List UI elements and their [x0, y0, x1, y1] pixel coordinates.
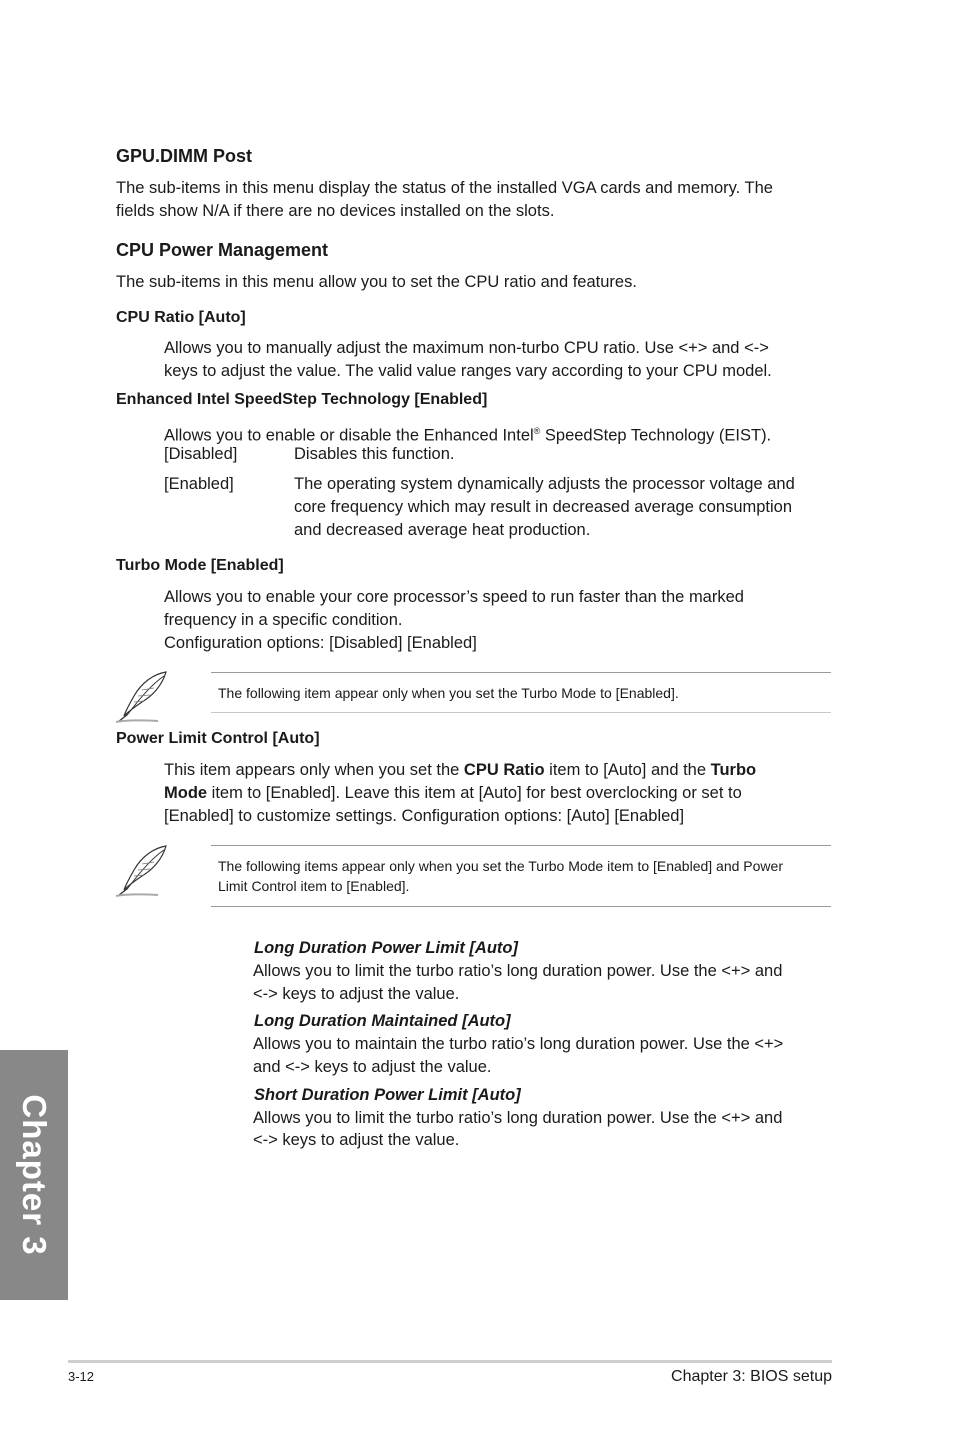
chapter-side-tab — [0, 1050, 68, 1300]
cpu-ratio-bold: CPU Ratio — [463, 761, 545, 779]
sub-item-desc-line-1: Allows you to limit the turbo ratio’s long duration power. Use the <+> and — [253, 1109, 783, 1127]
note-2-text-line-2: Limit Control item to [Enabled]. — [218, 878, 410, 894]
item-title-turbo-mode: Turbo Mode [Enabled] — [116, 557, 284, 574]
turbo-desc-line-3: Configuration options: [Disabled] [Enabled] — [164, 634, 477, 652]
power-limit-text: This item appears only when you set the — [164, 761, 464, 779]
item-title-cpu-ratio: CPU Ratio [Auto] — [116, 309, 246, 326]
note-1-text: The following item appear only when you set the Turbo Mode to [Enabled]. — [218, 685, 679, 701]
sub-item-title-long-duration-maintained: Long Duration Maintained [Auto] — [254, 1012, 511, 1030]
cpu-ratio-desc-line-1: Allows you to manually adjust the maximum non-turbo CPU ratio. Use <+> and <-> — [164, 339, 769, 357]
sub-item-title-long-duration-power-limit: Long Duration Power Limit [Auto] — [254, 939, 518, 957]
eist-option-disabled-key: [Disabled] — [164, 445, 238, 463]
chapter-side-tab-label: Chapter 3 — [16, 1094, 53, 1256]
mode-bold: Mode — [164, 784, 208, 802]
gpu-dimm-desc-line-1: The sub-items in this menu display the status of the installed VGA cards and memory. The — [116, 179, 773, 197]
eist-option-enabled-key: [Enabled] — [164, 475, 234, 493]
power-limit-text: item to [Auto] and the — [544, 761, 711, 779]
eist-desc-part-b: SpeedStep Technology (EIST). — [540, 426, 772, 445]
eist-desc-part-a: Allows you to enable or disable the Enhanced Intel — [164, 426, 534, 445]
power-limit-desc-line-1 — [164, 759, 756, 782]
note-1-bottom-rule — [211, 712, 831, 713]
sub-item-desc-line-2: and <-> keys to adjust the value. — [253, 1058, 492, 1076]
feather-pen-icon — [114, 842, 174, 898]
eist-option-enabled-desc-line-3: and decreased average heat production. — [294, 521, 591, 539]
note-1-top-rule — [211, 672, 831, 673]
item-title-eist: Enhanced Intel SpeedStep Technology [Enabled] — [116, 391, 488, 408]
registered-mark: ® — [533, 426, 541, 436]
feather-pen-icon — [114, 668, 174, 724]
eist-option-enabled-desc-line-1: The operating system dynamically adjusts the processor voltage and — [294, 475, 795, 493]
section-title-gpu-dimm-post: GPU.DIMM Post — [116, 146, 253, 166]
note-2-top-rule — [211, 845, 831, 846]
sub-item-desc-line-1: Allows you to maintain the turbo ratio’s long duration power. Use the <+> — [253, 1035, 784, 1053]
section-title-cpu-power-management: CPU Power Management — [116, 240, 329, 260]
page-number: 3-12 — [68, 1369, 95, 1384]
note-2-text-line-1: The following items appear only when you set the Turbo Mode item to [Enabled] and Power — [218, 858, 783, 874]
turbo-desc-line-1: Allows you to enable your core processor’s speed to run faster than the marked — [164, 588, 744, 606]
power-limit-text: item to [Enabled]. Leave this item at [Auto] for best overclocking or set to — [207, 784, 742, 802]
footer-chapter-title: Chapter 3: BIOS setup — [671, 1368, 832, 1385]
eist-option-disabled-desc: Disables this function. — [294, 445, 455, 463]
power-limit-desc-line-2 — [164, 782, 742, 805]
eist-option-enabled-desc-line-2: core frequency which may result in decreased average consumption — [294, 498, 793, 516]
power-limit-desc-line-3: [Enabled] to customize settings. Configuration options: [Auto] [Enabled] — [164, 807, 685, 825]
sub-item-desc-line-1: Allows you to limit the turbo ratio’s long duration power. Use the <+> and — [253, 962, 783, 980]
sub-item-title-short-duration-power-limit: Short Duration Power Limit [Auto] — [254, 1086, 521, 1104]
turbo-bold: Turbo — [710, 761, 757, 779]
sub-item-desc-line-2: <-> keys to adjust the value. — [253, 985, 460, 1003]
note-2-bottom-rule — [211, 906, 831, 907]
footer-rule — [68, 1360, 832, 1363]
gpu-dimm-desc-line-2: fields show N/A if there are no devices installed on the slots. — [116, 202, 555, 220]
cpu-ratio-desc-line-2: keys to adjust the value. The valid value ranges vary according to your CPU model. — [164, 362, 772, 380]
sub-item-desc-line-2: <-> keys to adjust the value. — [253, 1131, 460, 1149]
cpu-power-desc: The sub-items in this menu allow you to set the CPU ratio and features. — [116, 273, 637, 291]
item-title-power-limit-control: Power Limit Control [Auto] — [116, 730, 320, 747]
turbo-desc-line-2: frequency in a specific condition. — [164, 611, 403, 629]
